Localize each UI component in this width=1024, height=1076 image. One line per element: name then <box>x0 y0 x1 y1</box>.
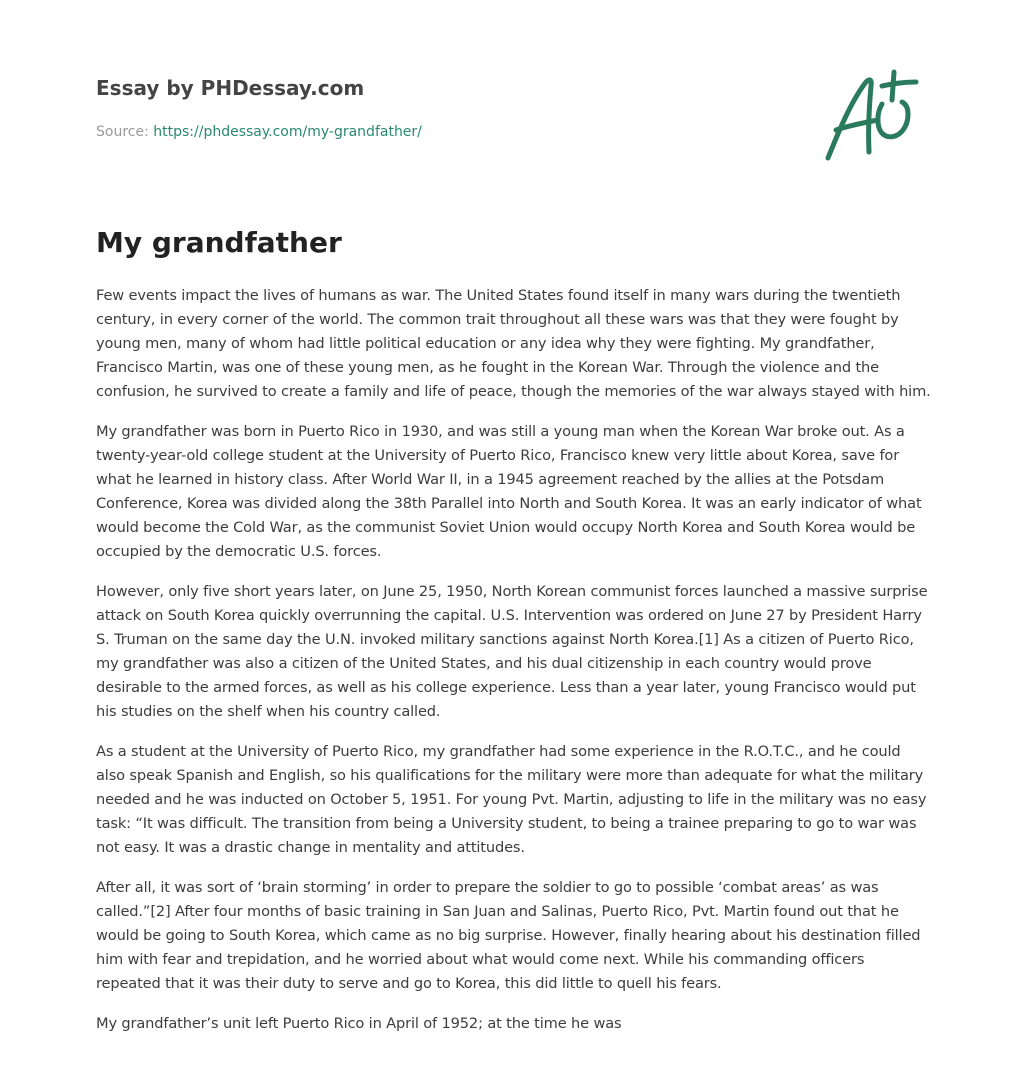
essay-body <box>96 284 932 1052</box>
essay-paragraph: Few events impact the lives of humans as war. The United States found itself in many wars during the twentieth century, in every corner of the world. The common trait throughout all these wars was that they were fought by young men, many of whom had little political education or any idea why they were fighting. My grandfather, Francisco Martin, was one of these young men, as he fought in the Korean War. Through the violence and the confusion, he survived to create a family and life of peace, though the memories of the war always stayed with him. <box>96 287 931 400</box>
essay-title: My grandfather <box>96 226 342 259</box>
source-link[interactable]: https://phdessay.com/my-grandfather/ <box>153 124 422 140</box>
essay-paragraph: My grandfather’s unit left Puerto Rico in April of 1952; at the time he was <box>96 1015 622 1032</box>
essay-paragraph: As a student at the University of Puerto Rico, my grandfather had some experience in the R.O.T.C., and he could also speak Spanish and English, so his qualifications for the military were more than adequate for what the military needed and he was inducted on October 5, 1951. For young Pvt. Martin, adjusting to life in the military was no easy task: “It was difficult. The transition from being a University student, to being a trainee preparing to go to war was not easy. It was a drastic change in mentality and attitudes. <box>96 743 927 856</box>
site-title: Essay by PHDessay.com <box>96 76 365 100</box>
source-line <box>96 124 422 140</box>
essay-paragraph: My grandfather was born in Puerto Rico in 1930, and was still a young man when the Korean War broke out. As a twenty-year-old college student at the University of Puerto Rico, Francisco knew very little about Korea, save for what he learned in history class. After World War II, in a 1945 agreement reached by the allies at the Potsdam Conference, Korea was divided along the 38th Parallel into North and South Korea. It was an early indicator of what would become the Cold War, as the communist Soviet Union would occupy North Korea and South Korea would be occupied by the democratic U.S. forces. <box>96 423 922 560</box>
essay-paragraph: However, only five short years later, on June 25, 1950, North Korean communist forces launched a massive surprise attack on South Korea quickly overrunning the capital. U.S. Intervention was ordered on June 27 by President Harry S. Truman on the same day the U.N. invoked military sanctions against North Korea.[1] As a citizen of Puerto Rico, my grandfather was also a citizen of the United States, and his dual citizenship in each country would prove desirable to the armed forces, as well as his college experience. Less than a year later, young Francisco would put his studies on the shelf when his country called. <box>96 583 928 720</box>
essay-paragraph: After all, it was sort of ‘brain storming’ in order to prepare the soldier to go to possible ‘combat areas’ as was called.”[2] After four months of basic training in San Juan and Salinas, Puerto Rico, Pvt. Martin found out that he would be going to South Korea, which came as no big surprise. However, finally hearing about his destination filled him with fear and trepidation, and he worried about what would come next. While his commanding officers repeated that it was their duty to serve and go to Korea, this did little to quell his fears. <box>96 879 921 992</box>
a-plus-logo <box>822 68 926 164</box>
source-label: Source: <box>96 124 149 140</box>
